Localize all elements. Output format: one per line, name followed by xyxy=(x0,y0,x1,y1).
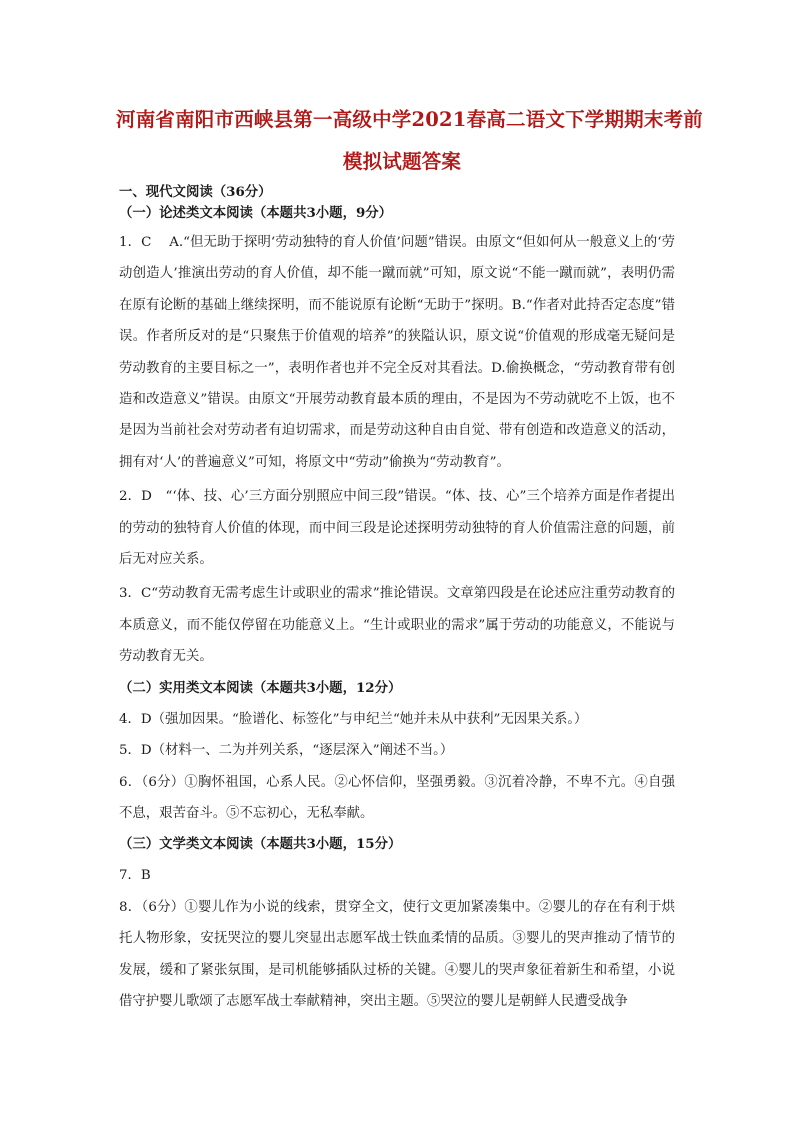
answer-3: 3．C“劳动教育无需考虑生计或职业的需求”推论错误。文章第四段是在论述应注重劳动教育的本质意义，而不能仅停留在功能意义上。“生计或职业的需求”属于劳动的功能意义，不能说与劳动教育无关。 xyxy=(119,586,675,665)
answer-2: 2．D “‘体、技、心’三方面分别照应中间三段”错误。“体、技、心”三个培养方面是作者提出的劳动的独特育人价值的体现，而中间三段是论述探明劳动独特的育人价值需注意的问题，前后无对应关系。 xyxy=(119,489,675,568)
answer-7: 7．B xyxy=(119,868,151,884)
subsection-heading-practical: （二）实用类文本阅读（本题共3小题，12分） xyxy=(119,679,402,696)
answer-content xyxy=(119,182,675,1017)
answer-8: 8．（6分）①婴儿作为小说的线索，贯穿全文，使行文更加紧凑集中。②婴儿的存在有利于烘托人物形象，安抚哭泣的婴儿突显出志愿军战士铁血柔情的品质。③婴儿的哭声推动了情节的发展，缓和了紧张氛围，是司机能够插队过桥的关键。④婴儿的哭声象征着新生和希望，小说借守护婴儿歌颂了志愿军战士奉献精神，突出主题。⑤哭泣的婴儿是朝鲜人民遭受战争 xyxy=(119,899,675,1009)
subsection-heading-literary: （三）文学类文本阅读（本题共3小题，15分） xyxy=(119,836,402,853)
section-heading-modern-reading: 一、现代文阅读（36分） xyxy=(119,184,272,200)
answer-5: 5．D（材料一、二为并列关系，“逐层深入”阐述不当。） xyxy=(119,743,454,759)
answer-4: 4．D（强加因果。“脸谱化、标签化”与申纪兰“她并未从中获利”无因果关系。） xyxy=(119,711,588,727)
document-title-line-2: 模拟试题答案 xyxy=(342,150,462,173)
answer-1: 1．C A.“但无助于探明‘劳动独特的育人价值’问题”错误。由原文“但如何从一般意义上的‘劳动创造人’推演出劳动的育人价值，却不能一蹴而就”可知，原文说“不能一蹴而就”，表明仍需在原有论断的基础上继续探明，而不能说原有论断“无助于”探明。B.“作者对此持否定态度”错误。作者所反对的是“只聚焦于价值观的培养”的狭隘认识，原文说“价值观的形成毫无疑问是劳动教育的主要目标之一”，表明作者也并不完全反对其看法。D.偷换概念，“劳动教育带有创造和改造意义”错误。由原文“开展劳动教育最本质的理由，不是因为不劳动就吃不上饭，也不是因为当前社会对劳动者有迫切需求，而是劳动这种自由自觉、带有创造和改造意义的活动，拥有对‘人’的普遍意义”可知，将原文中“劳动”偷换为“劳动教育”。 xyxy=(119,235,675,470)
subsection-heading-argumentative: （一）论述类文本阅读（本题共3小题，9分） xyxy=(119,205,393,221)
document-title-line-1: 河南省南阳市西峡县第一高级中学2021春高二语文下学期期末考前 xyxy=(116,108,703,131)
answer-6: 6．（6分）①胸怀祖国，心系人民。②心怀信仰，坚强勇毅。③沉着冷静，不卑不亢。④自强不息，艰苦奋斗。⑤不忘初心，无私奉献。 xyxy=(119,774,675,821)
